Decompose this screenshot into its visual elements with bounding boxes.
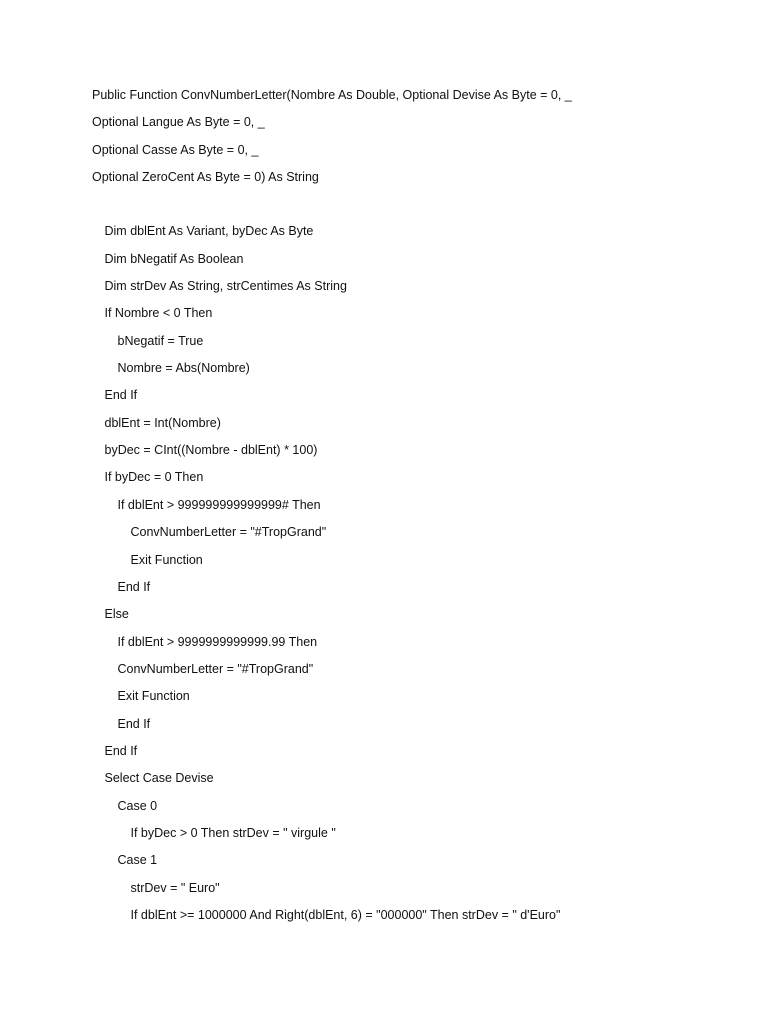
code-line: Nombre = Abs(Nombre) <box>117 361 250 376</box>
code-line: If dblEnt > 999999999999999# Then <box>117 497 321 512</box>
code-line: Case 1 <box>117 853 158 868</box>
code-line: Optional ZeroCent As Byte = 0) As String <box>92 170 319 185</box>
code-line: If byDec = 0 Then <box>104 470 204 485</box>
code-line: Select Case Devise <box>104 771 214 786</box>
code-line: Public Function ConvNumberLetter(Nombre As Double, Optional Devise As Byte = 0, _ <box>92 88 572 102</box>
code-line: Optional Casse As Byte = 0, _ <box>92 142 259 157</box>
code-line: If dblEnt >= 1000000 And Right(dblEnt, 6) = "000000" Then strDev = " d'Euro" <box>130 907 561 922</box>
code-line: End If <box>117 579 151 594</box>
code-line: ConvNumberLetter = "#TropGrand" <box>117 661 314 676</box>
code-line: Dim dblEnt As Variant, byDec As Byte <box>104 224 314 239</box>
code-line: If Nombre < 0 Then <box>104 306 213 321</box>
code-line: If dblEnt > 9999999999999.99 Then <box>117 634 318 649</box>
code-line: Exit Function <box>117 689 190 704</box>
code-line: Dim bNegatif As Boolean <box>104 251 244 266</box>
code-line: byDec = CInt((Nombre - dblEnt) * 100) <box>104 443 318 458</box>
code-listing <box>92 84 732 931</box>
code-line: dblEnt = Int(Nombre) <box>104 415 221 430</box>
code-line: Case 0 <box>117 798 158 813</box>
blank-line <box>92 193 732 220</box>
code-line: Optional Langue As Byte = 0, _ <box>92 115 265 130</box>
code-line: End If <box>117 716 151 731</box>
code-line: End If <box>104 388 138 403</box>
code-line: Exit Function <box>130 552 203 567</box>
code-line: strDev = " Euro" <box>130 880 220 895</box>
code-line: Else <box>104 607 129 622</box>
code-line: If byDec > 0 Then strDev = " virgule " <box>130 825 336 840</box>
code-line: bNegatif = True <box>117 333 204 348</box>
code-line: Dim strDev As String, strCentimes As String <box>104 279 347 294</box>
code-line: End If <box>104 743 138 758</box>
code-line: ConvNumberLetter = "#TropGrand" <box>130 525 327 540</box>
